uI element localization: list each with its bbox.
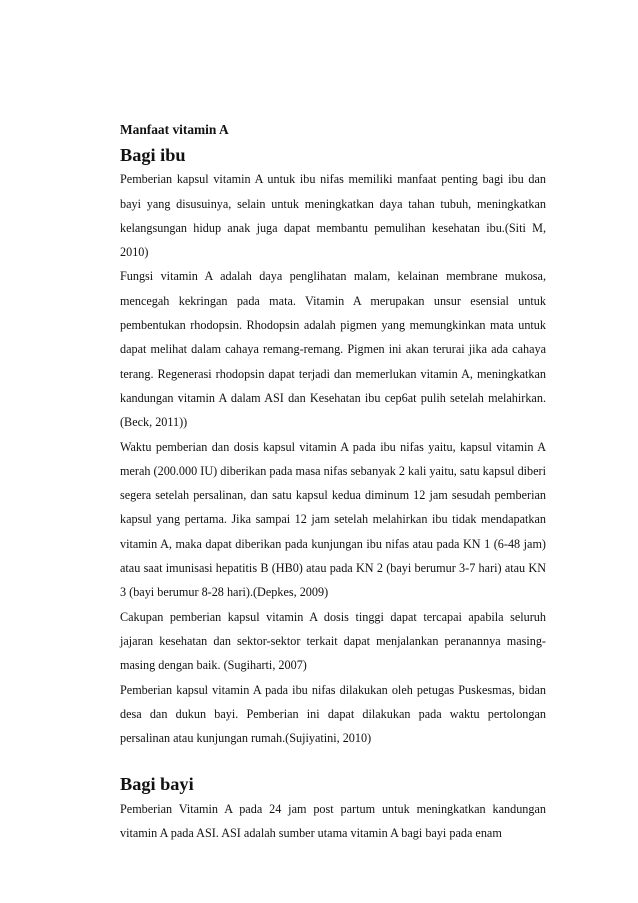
section-heading-bayi: Bagi bayi	[120, 774, 194, 795]
document-page	[120, 117, 546, 845]
document-title: Manfaat vitamin A	[120, 122, 229, 137]
paragraph: Fungsi vitamin A adalah daya penglihatan malam, kelainan membrane mukosa, mencegah kekringan pada mata. Vitamin A merupakan unsur esensial untuk pembentukan rhodopsin. Rhodopsin adalah pigmen yang memungkinkan mata untuk dapat melihat dalam cahaya remang-remang. Pigmen ini akan terurai jika ada cahaya terang. Regenerasi rhodopsin dapat terjadi dan memerlukan vitamin A, meningkatkan kandungan vitamin A dalam ASI dan Kesehatan ibu cep6at pulih setelah melahirkan.(Beck, 2011))	[120, 269, 546, 430]
paragraph: Pemberian kapsul vitamin A pada ibu nifas dilakukan oleh petugas Puskesmas, bidan desa dan dukun bayi. Pemberian ini dapat dilakukan pada waktu pertolongan persalinan atau kunjungan rumah.(Sujiyatini, 2010)	[120, 682, 546, 746]
section-heading-ibu: Bagi ibu	[120, 145, 186, 165]
paragraph: Waktu pemberian dan dosis kapsul vitamin A pada ibu nifas yaitu, kapsul vitamin A merah (200.000 IU) diberikan pada masa nifas sebanyak 2 kali yaitu, satu kapsul diberi segera setelah persalinan, dan satu kapsul kedua diminum 12 jam sesudah pemberian kapsul yang pertama. Jika sampai 12 jam setelah melahirkan ibu tidak mendapatkan vitamin A, maka dapat diberikan pada kunjungan ibu nifas atau pada KN 1 (6-48 jam) atau saat imunisasi hepatitis B (HB0) atau pada KN 2 (bayi berumur 3-7 hari) atau KN 3 (bayi berumur 8-28 hari).(Depkes, 2009)	[120, 439, 546, 600]
paragraph: Pemberian kapsul vitamin A untuk ibu nifas memiliki manfaat penting bagi ibu dan bayi yang disusuinya, selain untuk meningkatkan daya tahan tubuh, meningkatkan kelangsungan hidup anak juga dapat membantu pemulihan kesehatan ibu.(Siti M, 2010)	[120, 172, 546, 260]
paragraph: Cakupan pemberian kapsul vitamin A dosis tinggi dapat tercapai apabila seluruh jajaran kesehatan dan sektor-sektor terkait dapat menjalankan peranannya masing-masing dengan baik. (Sugiharti, 2007)	[120, 609, 546, 673]
section-spacer	[120, 750, 546, 772]
paragraph: Pemberian Vitamin A pada 24 jam post partum untuk meningkatkan kandungan vitamin A pada ASI. ASI adalah sumber utama vitamin A bagi bayi pada enam	[120, 801, 546, 841]
